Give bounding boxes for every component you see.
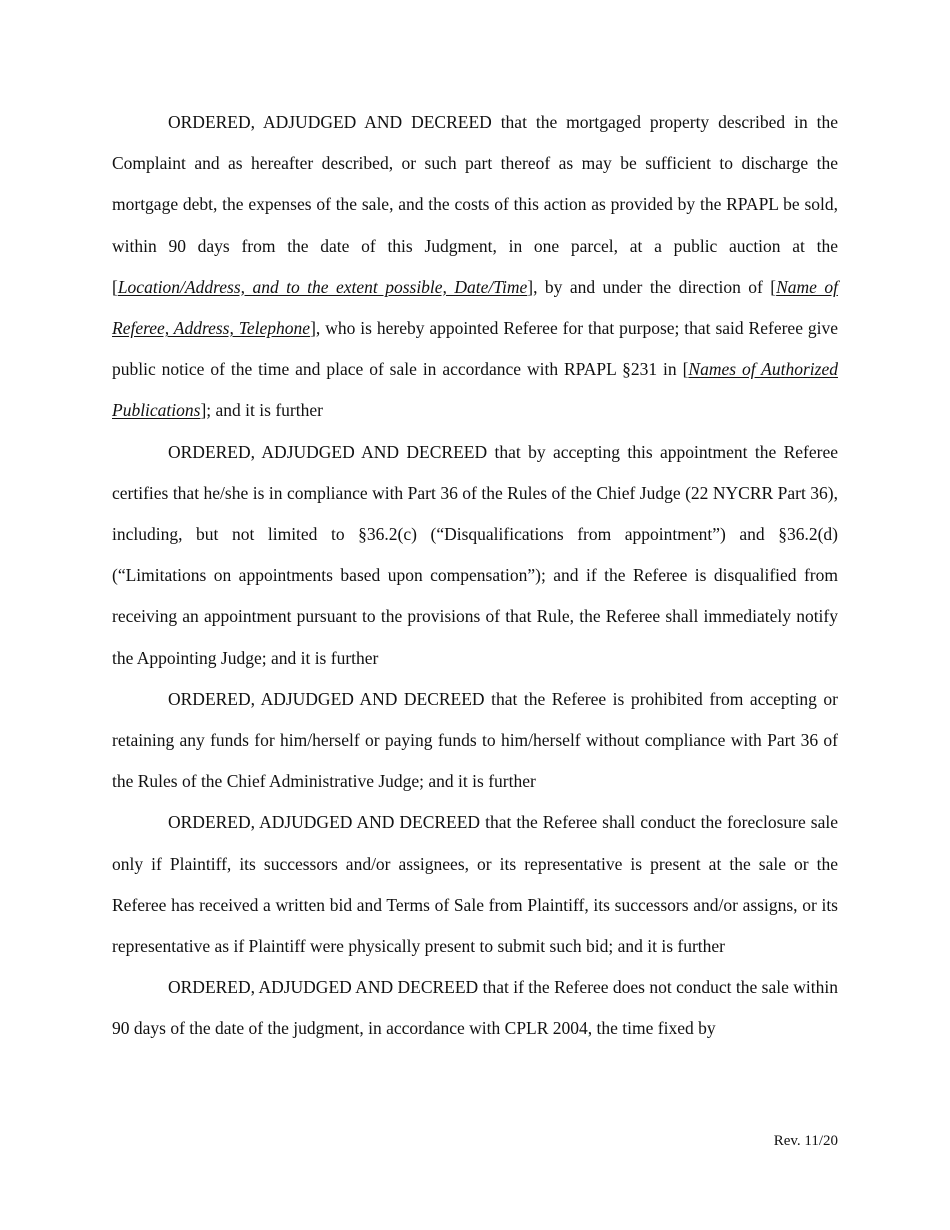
location-placeholder: Location/Address, and to the extent possible, Date/Time bbox=[117, 276, 528, 297]
referee-placeholder: Name of Referee, Address, Telephone bbox=[112, 276, 838, 339]
publications-placeholder: Names of Authorized Publications bbox=[112, 359, 838, 421]
paragraph-text: ], who is hereby appointed Referee for that purpose; that said Referee give public notice of the time and place of sale in accordance with RPAPL §231 in [ bbox=[112, 318, 839, 380]
paragraph-text: ]; and it is further bbox=[200, 400, 323, 421]
paragraph-conduct-sale: ORDERED, ADJUDGED AND DECREED that the Referee shall conduct the foreclosure sale only if Plaintiff, its successors and/or assignees, or its representative is present at the sale or the Referee has received a written bid and Terms of Sale from Plaintiff, its successors and/or assigns, or its representative as if Plaintiff were physically present to submit such bid; and it is further bbox=[112, 812, 838, 957]
paragraph-referee-certification: ORDERED, ADJUDGED AND DECREED that by accepting this appointment the Referee certifies that he/she is in compliance with Part 36 of the Rules of the Chief Judge (22 NYCRR Part 36), including, but not limited to §36.2(c) (“Disqualifications from appointment”) and §36.2(d) (“Limitations on appointments based upon compensation”); and if the Referee is disqualified from receiving an appointment pursuant to the provisions of that Rule, the Referee shall immediately notify the Appointing Judge; and it is further bbox=[112, 441, 838, 668]
revision-label: Rev. 11/20 bbox=[773, 1133, 838, 1149]
paragraph-referee-funds: ORDERED, ADJUDGED AND DECREED that the Referee is prohibited from accepting or retaining any funds for him/herself or paying funds to him/herself without compliance with Part 36 of the Rules of the Chief Administrative Judge; and it is further bbox=[112, 688, 838, 792]
paragraph-sale-order bbox=[112, 102, 838, 432]
paragraph-text: ORDERED, ADJUDGED AND DECREED that the mortgaged property described in the Complaint and as hereafter described, or such part thereof as may be sufficient to discharge the mortgage debt, the expenses of the sale, and the costs of this action as provided by the RPAPL be sold, within 90 days from the date of this Judgment, in one parcel, at a public auction at the [ bbox=[112, 112, 838, 297]
paragraph-time-limit: ORDERED, ADJUDGED AND DECREED that if the Referee does not conduct the sale within 90 days of the date of the judgment, in accordance with CPLR 2004, the time fixed by bbox=[112, 977, 838, 1039]
paragraph-text: ], by and under the direction of [ bbox=[527, 276, 777, 297]
document-body bbox=[112, 102, 838, 1050]
